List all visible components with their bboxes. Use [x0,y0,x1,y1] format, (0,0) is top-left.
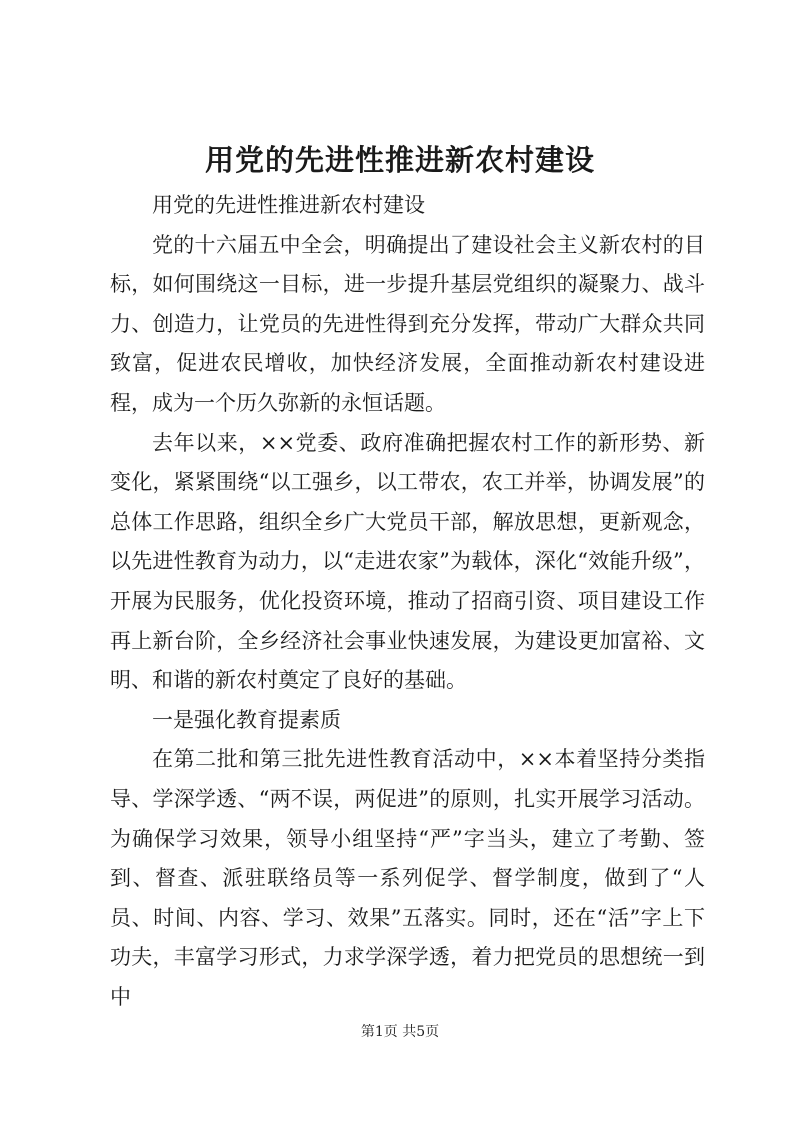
paragraph-intro: 党的十六届五中全会，明确提出了建设社会主义新农村的目标，如何围绕这一目标，进一步提升基层党组织的凝聚力、战斗力、创造力，让党员的先进性得到充分发挥，带动广大群众共同致富，促进农民增收，加快经济发展，全面推动新农村建设进程，成为一个历久弥新的永恒话题。 [110,232,705,415]
paragraph-subtitle: 用党的先进性推进新农村建设 [152,193,425,217]
paragraph-education: 在第二批和第三批先进性教育活动中，××本着坚持分类指导、学深学透、“两不误，两促进”的原则，扎实开展学习活动。为确保学习效果，领导小组坚持“严”字当头，建立了考勤、签到、督查、派驻联络员等一系列促学、督学制度，做到了“人员、时间、内容、学习、效果”五落实。同时，还在“活”字上下功夫，丰富学习形式，力求学深学透，着力把党员的思想统一到中 [110,747,705,1009]
section-heading-education: 一是强化教育提素质 [152,707,341,732]
document-title: 用党的先进性推进新农村建设 [204,143,595,177]
page-indicator: 第1页 共5页 [360,1024,440,1040]
paragraph-background: 去年以来，××党委、政府准确把握农村工作的新形势、新变化，紧紧围绕“以工强乡，以工带农，农工并举，协调发展”的总体工作思路，组织全乡广大党员干部，解放思想，更新观念，以先进性教育为动力，以“走进农家”为载体，深化“效能升级”，开展为民服务，优化投资环境，推动了招商引资、项目建设工作再上新台阶，全乡经济社会事业快速发展，为建设更加富裕、文明、和谐的新农村奠定了良好的基础。 [110,430,705,693]
document-body [110,186,705,1017]
